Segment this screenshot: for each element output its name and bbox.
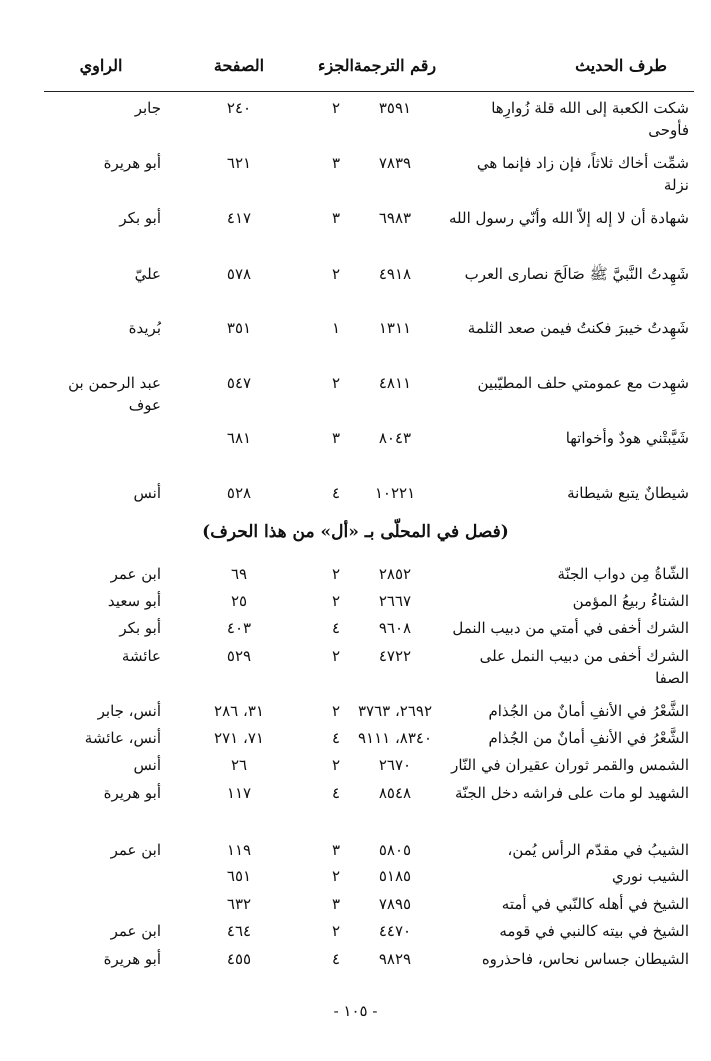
table-row <box>0 207 711 227</box>
narrator: ابن عمر <box>110 565 161 583</box>
entry-number: ٤٧٢٢ <box>378 647 412 665</box>
page-ref: ٥٢٩ <box>226 647 252 665</box>
narrator: أنس، عائشة <box>84 729 161 747</box>
hadith-text: شَهِدتُ النَّبيَّ ﷺ صَالَحَ نصارى العرب <box>464 265 689 283</box>
entry-number: ٢٨٥٢ <box>378 565 412 583</box>
header-juz: الجزء <box>318 56 354 75</box>
entry-number: ٨٥٤٨ <box>378 784 412 802</box>
hadith-text: الشَّعْرُ في الأنفِ أمانٌ من الجُذام <box>488 702 689 720</box>
volume: ٢ <box>331 592 341 610</box>
entry-number: ٤٨١١ <box>378 374 412 392</box>
entry-number: ٧٨٩٥ <box>378 895 412 913</box>
hadith-text: شكت الكعبة إلى الله قلة زُوارِها فأوحى <box>491 99 689 139</box>
hadith-text: الشيطان جساس نحاس، فاحذروه <box>481 950 689 968</box>
narrator: ابن عمر <box>110 922 161 940</box>
volume: ٢ <box>331 756 341 774</box>
entry-number: ٣٥٩١ <box>378 99 412 117</box>
volume: ٢ <box>331 867 341 885</box>
hadith-text: الشهيد لو مات على فراشه دخل الجنّة <box>454 784 689 802</box>
narrator: أبو سعيد <box>107 592 161 610</box>
entry-number: ٧٨٣٩ <box>378 154 412 172</box>
header-rule <box>44 91 694 92</box>
hadith-text: شهِدت مع عمومتي حلف المطيّبين <box>477 374 689 392</box>
page-ref: ٣٥١ <box>226 319 252 337</box>
entry-number: ١٣١١ <box>378 319 412 337</box>
volume: ٣ <box>331 209 341 227</box>
table-row <box>0 427 711 447</box>
entry-number: ٦٩٨٣ <box>378 209 412 227</box>
table-row <box>0 782 711 802</box>
volume: ٢ <box>331 565 341 583</box>
volume: ١ <box>331 319 341 337</box>
hadith-text: الشتاءُ ربيعُ المؤمن <box>572 592 689 610</box>
entry-number: ٨٠٤٣ <box>378 429 412 447</box>
hadith-text: شمِّت أخاك ثلاثاً، فإن زاد فإنما هي نزلة <box>476 154 689 194</box>
page-ref: ٤٠٣ <box>226 619 252 637</box>
volume: ٢ <box>331 702 341 720</box>
hadith-text: الشيخ في بيته كالنبي في قومه <box>499 922 689 940</box>
volume: ٢ <box>331 374 341 392</box>
section-title: (فصل في المحلّى بـ «أل» من هذا الحرف) <box>202 522 509 542</box>
page-ref: ٧١، ٢٧١ <box>214 729 264 747</box>
page-ref: ١١٧ <box>226 784 252 802</box>
table-row <box>0 317 711 337</box>
table-row <box>0 372 711 414</box>
page-ref: ٤٥٥ <box>226 950 252 968</box>
entry-number: ٢٦٧٠ <box>378 756 412 774</box>
table-row <box>0 97 711 139</box>
hadith-text: الشّاةُ مِن دواب الجنّة <box>557 565 689 583</box>
table-row <box>0 893 711 913</box>
table-row <box>0 263 711 283</box>
page-ref: ٢٤٠ <box>226 99 252 117</box>
narrator: أبو بكر <box>119 209 161 227</box>
narrator: أنس <box>133 756 161 774</box>
entry-number: ٢٦٩٢، ٣٧٦٣ <box>357 702 433 720</box>
table-row <box>0 865 711 885</box>
page-ref: ٥٢٨ <box>226 484 252 502</box>
entry-number: ٥٨٠٥ <box>378 841 412 859</box>
page-ref: ٤٦٤ <box>226 922 252 940</box>
volume: ٢ <box>331 922 341 940</box>
narrator: عليّ <box>134 265 161 283</box>
volume: ٢ <box>331 647 341 665</box>
hadith-text: شيطانٌ يتبع شيطانة <box>567 484 689 502</box>
page-ref: ١١٩ <box>226 841 252 859</box>
page-ref: ٢٥ <box>230 592 248 610</box>
table-row <box>0 948 711 968</box>
hadith-text: الشرك أخفى في أمتي من دبيب النمل <box>452 619 689 637</box>
volume: ٤ <box>331 784 341 802</box>
narrator: أبو هريرة <box>103 154 161 172</box>
narrator: أنس، جابر <box>97 702 161 720</box>
table-row <box>0 839 711 859</box>
narrator: أبو هريرة <box>103 784 161 802</box>
page-ref: ٥٤٧ <box>226 374 252 392</box>
volume: ٣ <box>331 841 341 859</box>
header-tarf: طرف الحديث <box>575 56 667 75</box>
table-row <box>0 754 711 774</box>
narrator: أبو بكر <box>119 619 161 637</box>
header-safha: الصفحة <box>213 56 265 75</box>
table-row <box>0 482 711 502</box>
narrator: عبد الرحمن بن عوف <box>68 374 161 414</box>
entry-number: ٥١٨٥ <box>378 867 412 885</box>
volume: ٤ <box>331 484 341 502</box>
volume: ٢ <box>331 99 341 117</box>
page-ref: ٤١٧ <box>226 209 252 227</box>
entry-number: ١٠٢٢١ <box>374 484 416 502</box>
volume: ٣ <box>331 895 341 913</box>
table-row <box>0 590 711 610</box>
volume: ٣ <box>331 154 341 172</box>
volume: ٤ <box>331 950 341 968</box>
table-row <box>0 920 711 940</box>
hadith-text: الشَّعْرُ في الأنفِ أمانٌ من الجُذام <box>488 729 689 747</box>
volume: ٤ <box>331 729 341 747</box>
narrator: أبو هريرة <box>103 950 161 968</box>
table-row <box>0 645 711 687</box>
header-raqm: رقم الترجمة <box>353 56 437 75</box>
page-ref: ٦٥١ <box>226 867 252 885</box>
hadith-text: الشيب نوري <box>611 867 689 885</box>
volume: ٤ <box>331 619 341 637</box>
hadith-text: شهادة أن لا إله إلاّ الله وأنّي رسول الله <box>448 209 689 227</box>
entry-number: ٤٤٧٠ <box>378 922 412 940</box>
page-ref: ٦٢١ <box>226 154 252 172</box>
header-rawi: الراوي <box>79 56 123 75</box>
table-row <box>0 152 711 194</box>
narrator: عائشة <box>121 647 161 665</box>
page-ref: ٢٦ <box>230 756 248 774</box>
hadith-text: شَيَّبتْني هودٌ وأخواتها <box>565 429 689 447</box>
hadith-text: الشرك أخفى من دبيب النمل على الصفا <box>479 647 689 687</box>
page-ref: ٣١، ٢٨٦ <box>214 702 264 720</box>
entry-number: ٨٣٤٠، ٩١١١ <box>357 729 433 747</box>
hadith-text: الشيخ في أهله كالنّبي في أمته <box>501 895 689 913</box>
entry-number: ٩٨٢٩ <box>378 950 412 968</box>
page-ref: ٦٨١ <box>226 429 252 447</box>
volume: ٣ <box>331 429 341 447</box>
table-row <box>0 727 711 747</box>
entry-number: ٤٩١٨ <box>378 265 412 283</box>
table-row <box>0 563 711 583</box>
table-row <box>0 617 711 637</box>
page-ref: ٦٩ <box>230 565 248 583</box>
page-ref: ٥٧٨ <box>226 265 252 283</box>
hadith-text: شَهِدتُ خيبرَ فكنتُ فيمن صعد الثلمة <box>467 319 689 337</box>
narrator: ابن عمر <box>110 841 161 859</box>
table-row <box>0 700 711 720</box>
page-number: - ١٠٥ - <box>333 1002 378 1020</box>
narrator: بُريدة <box>128 319 161 337</box>
page-ref: ٦٣٢ <box>226 895 252 913</box>
volume: ٢ <box>331 265 341 283</box>
hadith-text: الشيبُ في مقدّم الرأس يُمن، <box>507 841 689 859</box>
narrator: جابر <box>134 99 161 117</box>
entry-number: ٢٦٦٧ <box>378 592 412 610</box>
entry-number: ٩٦٠٨ <box>378 619 412 637</box>
narrator: أنس <box>133 484 161 502</box>
hadith-text: الشمس والقمر ثوران عقيران في النّار <box>451 756 689 774</box>
